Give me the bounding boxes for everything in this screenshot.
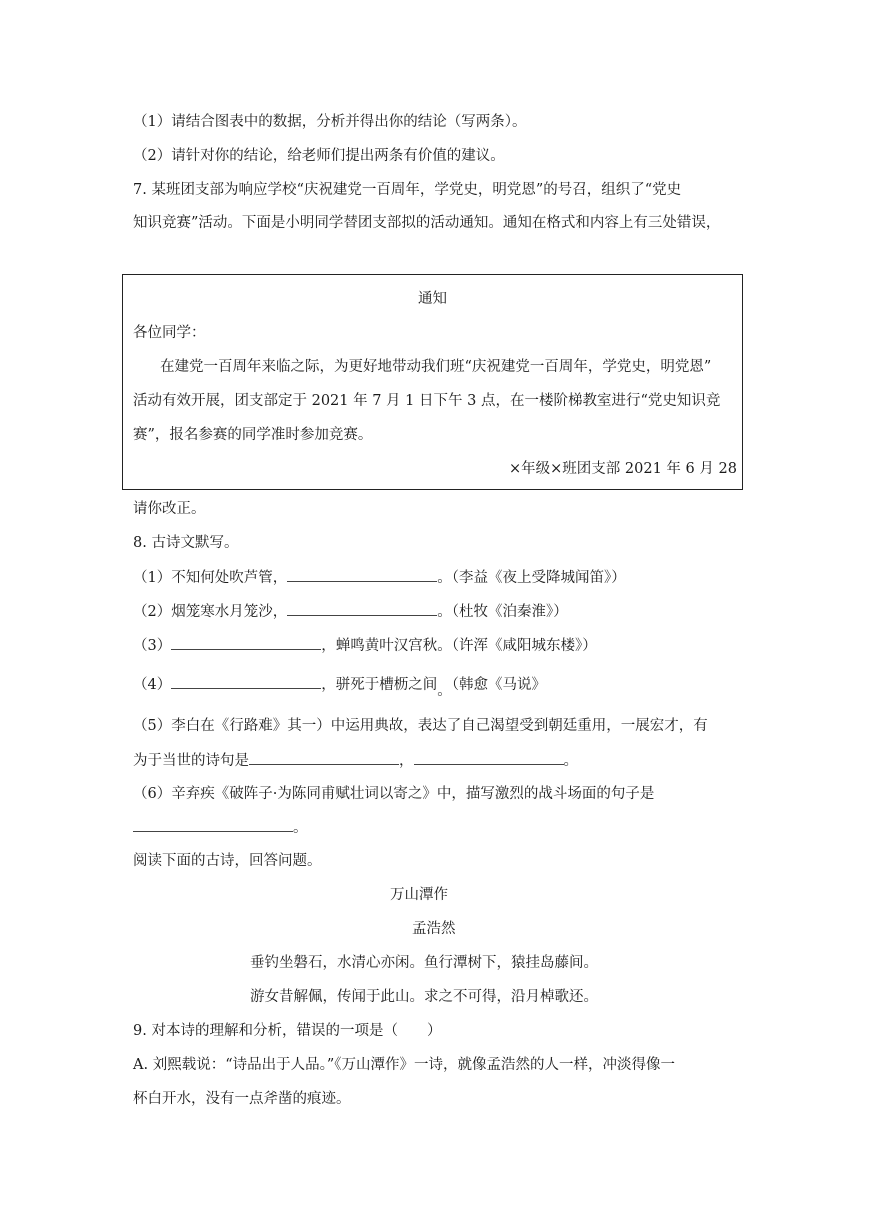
answer-blank[interactable]: [414, 750, 564, 765]
q8-s1-suffix: 。（李益《夜上受降城闻笛》）: [437, 570, 626, 586]
answer-blank[interactable]: [133, 817, 293, 832]
q8-s5-comma: ，: [399, 753, 414, 769]
notice-signature: ×年级×班团支部 2021 年 6 月 28: [509, 461, 737, 477]
q8-sentence1: [133, 567, 626, 588]
notice-body-line3: 赛”，报名参赛的同学准时参加竞赛。: [133, 427, 373, 443]
q8-s4-period: 。: [437, 683, 452, 699]
q9-question: 9. 对本诗的理解和分析，错误的一项是（ ）: [133, 1023, 442, 1039]
q8-s2-suffix: 。（杜牧《泊秦淮》）: [437, 604, 568, 620]
q8-s2-prefix: （2）烟笼寒水月笼沙，: [133, 604, 288, 620]
answer-blank[interactable]: [287, 601, 437, 616]
q9-option-a-line1[interactable]: A. 刘熙载说：“诗品出于人品。”《万山潭作》一诗，就像孟浩然的人一样，冲淡得像一: [133, 1057, 676, 1073]
q8-s4-suffix: （韩愈《马说》: [451, 677, 546, 693]
q8-s3-prefix: （3）: [133, 638, 172, 654]
q8-s4-middle: ，骈死于槽枥之间: [321, 677, 438, 693]
q8-sentence4: [133, 674, 546, 699]
notice-body-line1: 在建党一百周年来临之际，为更好地带动我们班“庆祝建党一百周年，学党史，明党恩”: [160, 359, 712, 375]
q8-s6-end: 。: [293, 820, 308, 836]
q8-sentence5-line2: [133, 750, 578, 771]
q8-sentence3: [133, 635, 597, 656]
poem-line1: 垂钓坐磐石，水清心亦闲。鱼行潭树下，猿挂岛藤间。: [250, 955, 598, 971]
q8-sentence2: [133, 601, 568, 622]
q7-line1: 7. 某班团支部为响应学校“庆祝建党一百周年，学党史，明党恩”的号召，组织了“党史: [133, 182, 682, 198]
q6-sub2: （2）请针对你的结论，给老师们提出两条有价值的建议。: [133, 148, 505, 164]
q6-sub1: （1）请结合图表中的数据，分析并得出你的结论（写两条）。: [133, 114, 527, 130]
q8-sentence6-line1: （6）辛弃疾《破阵子·为陈同甫赋壮词以寄之》中，描写激烈的战斗场面的句子是: [133, 786, 655, 802]
poem-title: 万山潭作: [390, 887, 448, 903]
q8-s1-prefix: （1）不知何处吹芦管，: [133, 570, 288, 586]
answer-blank[interactable]: [287, 567, 437, 582]
poem-author: 孟浩然: [412, 921, 456, 937]
notice-salutation: 各位同学：: [133, 325, 206, 341]
notice-body-line2: 活动有效开展，团支部定于 2021 年 7 月 1 日下午 3 点，在一楼阶梯教室进行“党史知识竞: [133, 393, 721, 409]
q8-s3-suffix: ，蝉鸣黄叶汉宫秋。（许浑《咸阳城东楼》）: [321, 638, 597, 654]
poem-line2: 游女昔解佩，传闻于此山。求之不可得，沿月棹歌还。: [250, 989, 598, 1005]
answer-blank[interactable]: [249, 750, 399, 765]
q7-line2: 知识竞赛”活动。下面是小明同学替团支部拟的活动通知。通知在格式和内容上有三处错误，: [133, 215, 721, 231]
q8-title: 8. 古诗文默写。: [133, 535, 239, 551]
q8-s4-prefix: （4）: [133, 677, 172, 693]
reading-intro: 阅读下面的古诗，回答问题。: [133, 853, 322, 869]
answer-blank[interactable]: [171, 635, 321, 650]
q9-option-a-line2: 杯白开水，没有一点斧凿的痕迹。: [133, 1091, 351, 1107]
q8-s5-prefix: 为于当世的诗句是: [133, 753, 249, 769]
q8-sentence6-line2: [133, 817, 308, 838]
q8-s5-end: 。: [563, 753, 578, 769]
answer-blank[interactable]: [171, 674, 321, 689]
q7-instruction: 请你改正。: [133, 501, 206, 517]
notice-title: 通知: [418, 291, 447, 307]
q8-sentence5-line1: （5）李白在《行路难》其一）中运用典故，表达了自己渴望受到朝廷重用，一展宏才，有: [133, 718, 708, 734]
